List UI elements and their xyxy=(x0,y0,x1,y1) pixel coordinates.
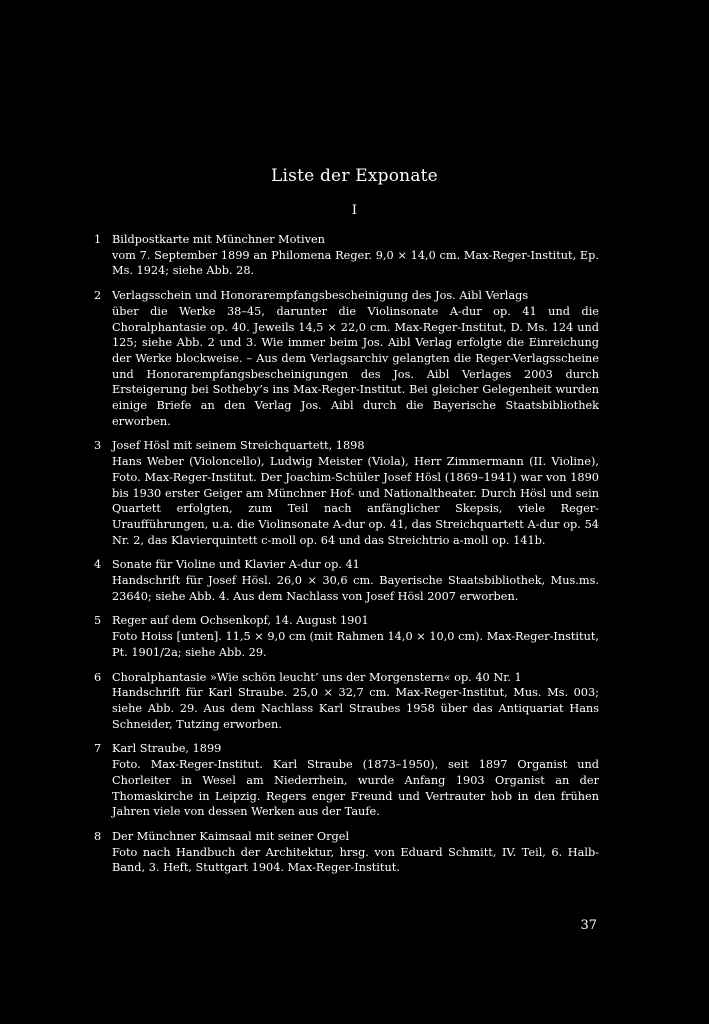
page-number: 37 xyxy=(580,918,597,933)
section-numeral: I xyxy=(351,203,358,218)
entry-number: 2 xyxy=(94,289,102,303)
list-item xyxy=(94,438,599,548)
list-item xyxy=(94,232,599,279)
entry-number: 7 xyxy=(94,742,102,756)
entry-heading: Karl Straube, 1899 xyxy=(112,742,222,756)
entry-number: 5 xyxy=(94,614,102,628)
page-title: Liste der Exponate xyxy=(271,166,438,186)
entry-number: 1 xyxy=(94,233,102,246)
list-item xyxy=(94,670,599,733)
list-item xyxy=(94,288,599,429)
entry-description: Handschrift für Karl Straube. 25,0 × 32,7 cm. Max-Reger-Institut, Mus. Ms. 003; siehe Abb. 29. Aus dem Nachlass Karl Straubes 1958 über das Antiquariat Hans Schneider, Tutzing erworben. xyxy=(112,686,599,731)
exhibit-list xyxy=(94,232,599,885)
entry-description: Hans Weber (Violoncello), Ludwig Meister (Viola), Herr Zimmermann (II. Violine), Foto. Max-Reger-Institut. Der Joachim-Schüler Josef Hösl (1869–1941) war von 1890 bis 1930 erster Geiger am Münchner Hof- und Nationaltheater. Durch Hösl und sein Quartett erfolgten, zum Teil nach anfänglicher Skepsis, viele Reger-Uraufführungen, u.a. die Violinsonate A-dur op. 41, das Streichquartett A-dur op. 54 Nr. 2, das Klavierquintett c-moll op. 64 und das Streichtrio a-moll op. 141b. xyxy=(112,455,599,547)
entry-description: Foto. Max-Reger-Institut. Karl Straube (1873–1950), seit 1897 Organist und Chorleiter in Wesel am Niederrhein, wurde Anfang 1903 Organist an der Thomaskirche in Leipzig. Regers enger Freund und Vertrauter hob in den frühen Jahren viele von dessen Werken aus der Taufe. xyxy=(112,758,599,819)
list-item xyxy=(94,613,599,660)
entry-description: Handschrift für Josef Hösl. 26,0 × 30,6 cm. Bayerische Staatsbibliothek, Mus.ms. 23640; siehe Abb. 4. Aus dem Nachlass von Josef Hösl 2007 erworben. xyxy=(112,574,599,603)
entry-heading: Der Münchner Kaimsaal mit seiner Orgel xyxy=(112,829,350,843)
entry-heading: Verlagsschein und Honorarempfangsbescheinigung des Jos. Aibl Verlags xyxy=(112,289,529,303)
entry-number: 6 xyxy=(94,670,102,684)
entry-number: 8 xyxy=(94,829,102,843)
list-item xyxy=(94,557,599,604)
entry-description: Foto Hoiss [unten]. 11,5 × 9,0 cm (mit Rahmen 14,0 × 10,0 cm). Max-Reger-Institut, Pt. 1901/2a; siehe Abb. 29. xyxy=(112,630,599,659)
entry-description: über die Werke 38–45, darunter die Violinsonate A-dur op. 41 und die Choralphantasie op. 40. Jeweils 14,5 × 22,0 cm. Max-Reger-Institut, D. Ms. 124 und 125; siehe Abb. 2 und 3. Wie immer beim Jos. Aibl Verlag erfolgte die Einreichung der Werke blockweise. – Aus dem Verlagsarchiv gelangten die Reger-Verlagsscheine und Honorarempfangsbescheinigungen des Jos. Aibl Verlages 2003 durch Ersteigerung bei Sotheby’s ins Max-Reger-Institut. Bei gleicher Gelegenheit wurden einige Briefe an den Verlag Jos. Aibl durch die Bayerische Staatsbibliothek erworben. xyxy=(112,304,599,428)
entry-heading: Bildpostkarte mit Münchner Motiven xyxy=(112,233,325,246)
entry-heading: Reger auf dem Ochsenkopf, 14. August 1901 xyxy=(112,614,369,628)
list-item xyxy=(94,741,599,820)
entry-heading: Josef Hösl mit seinem Streichquartett, 1898 xyxy=(112,439,365,453)
entry-number: 4 xyxy=(94,558,102,572)
entry-heading: Choralphantasie »Wie schön leucht’ uns der Morgenstern« op. 40 Nr. 1 xyxy=(112,670,522,684)
entry-heading: Sonate für Violine und Klavier A-dur op. 41 xyxy=(112,558,360,572)
entry-description: Foto nach Handbuch der Architektur, hrsg. von Eduard Schmitt, IV. Teil, 6. Halb-Band, 3. Heft, Stuttgart 1904. Max-Reger-Institut. xyxy=(112,845,599,875)
entry-description: vom 7. September 1899 an Philomena Reger. 9,0 × 14,0 cm. Max-Reger-Institut, Ep. Ms. 1924; siehe Abb. 28. xyxy=(112,248,599,278)
entry-number: 3 xyxy=(94,439,102,453)
list-item xyxy=(94,829,599,876)
